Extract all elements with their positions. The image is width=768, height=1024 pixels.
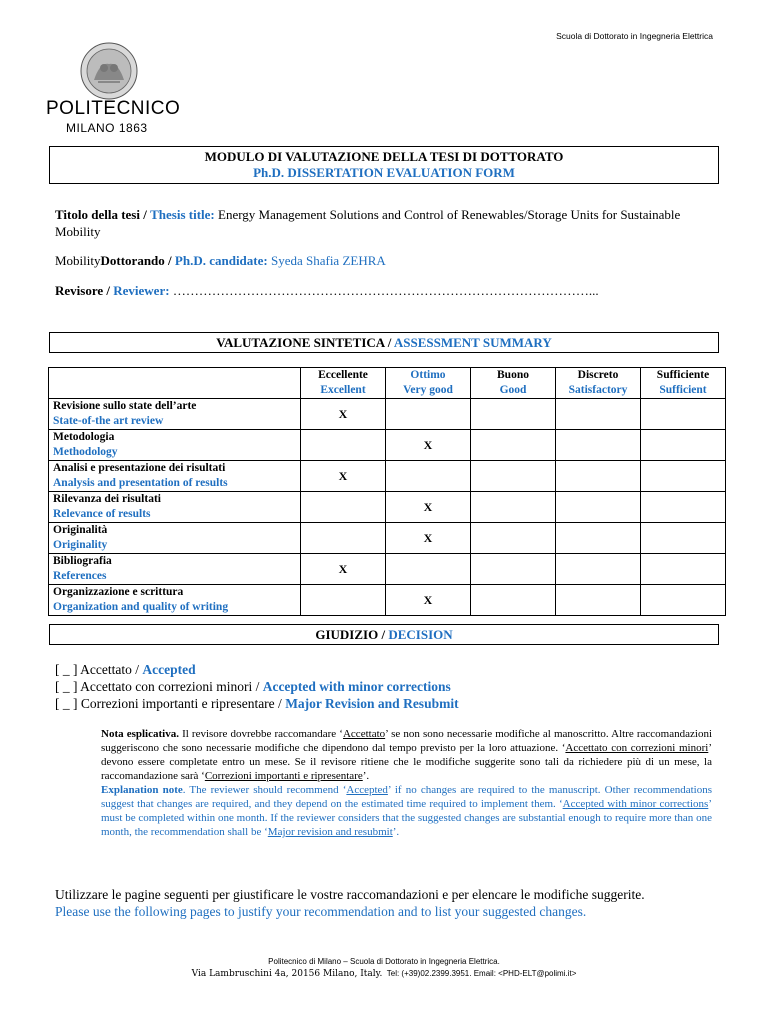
criterion-en: Methodology	[53, 446, 118, 458]
checkbox[interactable]: [ _ ]	[55, 679, 78, 694]
rating-cell[interactable]	[471, 585, 556, 616]
note-en-label: Explanation note	[101, 784, 183, 796]
criterion-cell	[49, 554, 301, 585]
rating-cell[interactable]: X	[386, 430, 471, 461]
assessment-title-it: VALUTAZIONE SINTETICA /	[216, 335, 392, 350]
candidate-value: Syeda Shafia ZEHRA	[270, 253, 386, 268]
rating-cell[interactable]	[471, 461, 556, 492]
criterion-it: Organizzazione e scrittura	[53, 586, 184, 598]
rating-cell[interactable]	[641, 585, 726, 616]
col-en: Excellent	[320, 384, 366, 396]
rating-cell[interactable]	[556, 585, 641, 616]
table-row	[49, 554, 726, 585]
candidate-label-it: Dottorando /	[100, 253, 172, 268]
criterion-cell	[49, 399, 301, 430]
note-underlined: Accettato con correzioni minori	[565, 742, 709, 754]
decision-title-it: GIUDIZIO /	[315, 627, 386, 642]
seal-icon	[80, 42, 138, 100]
rating-cell[interactable]	[641, 430, 726, 461]
col-sufficient	[641, 368, 726, 399]
rating-cell[interactable]: X	[386, 523, 471, 554]
candidate-field	[55, 252, 386, 269]
rating-cell[interactable]: X	[301, 554, 386, 585]
thesis-title-field	[55, 206, 720, 240]
note-underlined: Major revision and resubmit	[267, 826, 393, 838]
reviewer-field	[55, 282, 599, 299]
decision-title-en: DECISION	[388, 627, 453, 642]
note-text: ’.	[392, 826, 400, 838]
note-underlined: Correzioni importanti e ripresentare	[204, 770, 363, 782]
col-en: Sufficient	[659, 384, 707, 396]
rating-cell[interactable]	[301, 585, 386, 616]
thesis-label-en: Thesis title:	[150, 207, 215, 222]
assessment-summary-box	[49, 332, 719, 353]
rating-cell[interactable]: X	[386, 585, 471, 616]
note-underlined: Accettato	[342, 728, 386, 740]
reviewer-value[interactable]: ……………………………………………………………………………………...	[172, 283, 599, 298]
form-title-en: Ph.D. DISSERTATION EVALUATION FORM	[253, 165, 515, 180]
option-it: Correzioni importanti e ripresentare /	[80, 696, 282, 711]
decision-minor-corrections[interactable]	[55, 678, 459, 695]
option-en: Major Revision and Resubmit	[285, 696, 459, 711]
rating-cell[interactable]	[556, 461, 641, 492]
final-en: Please use the following pages to justify your recommendation and to list your suggested changes.	[55, 904, 587, 919]
checkbox[interactable]: [ _ ]	[55, 662, 78, 677]
rating-cell[interactable]	[641, 554, 726, 585]
table-header-row	[49, 368, 726, 399]
criterion-it: Bibliografia	[53, 555, 112, 567]
note-it-label: Nota esplicativa.	[101, 728, 179, 740]
note-underlined: Accepted	[346, 784, 388, 796]
footer-address: Via Lambruschini 4a, 20156 Milano, Italy.	[191, 969, 383, 979]
rating-cell[interactable]: X	[301, 399, 386, 430]
rating-cell[interactable]	[301, 523, 386, 554]
criterion-cell	[49, 492, 301, 523]
rating-cell[interactable]	[471, 523, 556, 554]
decision-major-revision[interactable]	[55, 695, 459, 712]
note-text: ’ must be completed within one month. If the reviewer considers that the suggested changes are substantial enough to require more than one month, the recommendation shall be ‘	[101, 798, 712, 838]
criterion-it: Originalità	[53, 524, 108, 536]
criterion-en: Relevance of results	[53, 508, 151, 520]
criterion-cell	[49, 430, 301, 461]
criterion-cell	[49, 585, 301, 616]
logo-name: POLITECNICO	[46, 98, 181, 119]
rating-cell[interactable]	[641, 523, 726, 554]
assessment-title-en: ASSESSMENT SUMMARY	[393, 335, 552, 350]
reviewer-label-en: Reviewer:	[113, 283, 170, 298]
criterion-en: References	[53, 570, 107, 582]
criterion-en: State-of-the art review	[53, 415, 164, 427]
table-row	[49, 399, 726, 430]
note-en	[101, 783, 712, 839]
note-underlined: Accepted with minor corrections	[562, 798, 709, 810]
logo-city: MILANO 1863	[66, 121, 148, 135]
criterion-header	[49, 368, 301, 399]
criterion-it: Analisi e presentazione dei risultati	[53, 462, 226, 474]
rating-cell[interactable]	[386, 554, 471, 585]
candidate-prefix: Mobility	[55, 253, 101, 268]
note-text: . The reviewer should recommend ‘	[182, 784, 347, 796]
table-row	[49, 492, 726, 523]
rating-cell[interactable]	[471, 492, 556, 523]
criterion-cell	[49, 461, 301, 492]
col-it: Discreto	[577, 369, 619, 381]
col-it: Eccellente	[318, 369, 368, 381]
col-it: Ottimo	[410, 369, 446, 381]
criterion-en: Organization and quality of writing	[53, 601, 229, 613]
note-text: Il revisore dovrebbe raccomandare ‘	[182, 728, 343, 740]
decision-accepted[interactable]	[55, 661, 459, 678]
col-satisfactory	[556, 368, 641, 399]
final-it: Utilizzare le pagine seguenti per giustificare le vostre raccomandazioni e per elencare le modifiche suggerite.	[55, 887, 645, 902]
decision-options	[55, 661, 459, 712]
footer-line2	[0, 969, 768, 979]
col-en: Satisfactory	[568, 384, 628, 396]
criterion-it: Rilevanza dei risultati	[53, 493, 161, 505]
checkbox[interactable]: [ _ ]	[55, 696, 78, 711]
rating-cell[interactable]	[301, 492, 386, 523]
school-name: Scuola di Dottorato in Ingegneria Elettrica	[556, 31, 713, 41]
note-text: ’ se non sono necessarie modifiche al manoscritto. Altre raccomandazioni suggeriscono che sono necessarie modifiche che dipendono dal tempo previsto per la loro attuazione. ‘	[101, 728, 713, 754]
col-excellent	[301, 368, 386, 399]
rating-cell[interactable]	[641, 492, 726, 523]
reviewer-label-it: Revisore /	[55, 283, 110, 298]
rating-cell[interactable]	[386, 461, 471, 492]
rating-cell[interactable]	[471, 554, 556, 585]
rating-cell[interactable]	[556, 492, 641, 523]
criterion-en: Analysis and presentation of results	[53, 477, 228, 489]
politecnico-logo	[46, 40, 181, 135]
option-en: Accepted with minor corrections	[262, 679, 451, 694]
option-it: Accettato con correzioni minori /	[80, 679, 260, 694]
rating-cell[interactable]	[641, 399, 726, 430]
criterion-it: Metodologia	[53, 431, 115, 443]
col-very-good	[386, 368, 471, 399]
candidate-label-en: Ph.D. candidate:	[174, 253, 268, 268]
form-title-it: MODULO DI VALUTAZIONE DELLA TESI DI DOTTORATO	[204, 149, 564, 164]
note-text: ’.	[362, 770, 370, 782]
rating-cell[interactable]	[301, 430, 386, 461]
rating-cell[interactable]: X	[386, 492, 471, 523]
col-en: Very good	[403, 384, 453, 396]
note-text: ’ if no changes are required to the manuscript. Other recommendations suggest that changes are required, and they depend on the estimated time required to implement them. ‘	[101, 784, 712, 810]
rating-cell[interactable]	[556, 399, 641, 430]
criterion-it: Revisione sullo state dell’arte	[53, 400, 197, 412]
decision-box	[49, 624, 719, 645]
col-en: Good	[499, 384, 527, 396]
thesis-value: Energy Management Solutions and Control of Renewables/Storage Units for Sustainable Mobility	[55, 207, 681, 239]
thesis-label-it: Titolo della tesi /	[55, 207, 147, 222]
rating-cell[interactable]	[471, 430, 556, 461]
footer-line1: Politecnico di Milano – Scuola di Dottorato in Ingegneria Elettrica.	[268, 957, 500, 966]
rating-cell[interactable]	[556, 554, 641, 585]
option-en: Accepted	[142, 662, 196, 677]
rating-cell[interactable]	[556, 430, 641, 461]
note-text: ’ devono essere completate entro un mese. Se il revisore ritiene che le modifiche suggerite sono tali da richiedere più di un mese, la raccomandazione sarà ‘	[101, 742, 712, 782]
col-it: Buono	[497, 369, 529, 381]
rating-cell[interactable]	[556, 523, 641, 554]
col-good	[471, 368, 556, 399]
table-row	[49, 461, 726, 492]
footer-contacts: Tel: (+39)02.2399.3951. Email: <PHD-ELT@polimi.it>	[386, 969, 577, 978]
assessment-table	[48, 367, 726, 616]
col-it: Sufficiente	[656, 369, 710, 381]
rating-cell[interactable]	[641, 461, 726, 492]
option-it: Accettato /	[80, 662, 139, 677]
criterion-en: Originality	[53, 539, 108, 551]
note-it	[101, 727, 712, 783]
table-row	[49, 523, 726, 554]
form-title-box	[49, 146, 719, 184]
rating-cell[interactable]	[471, 399, 556, 430]
final-instructions	[55, 886, 713, 920]
rating-cell[interactable]: X	[301, 461, 386, 492]
table-row	[49, 430, 726, 461]
explanation-note	[101, 727, 712, 839]
rating-cell[interactable]	[386, 399, 471, 430]
criterion-cell	[49, 523, 301, 554]
table-row	[49, 585, 726, 616]
